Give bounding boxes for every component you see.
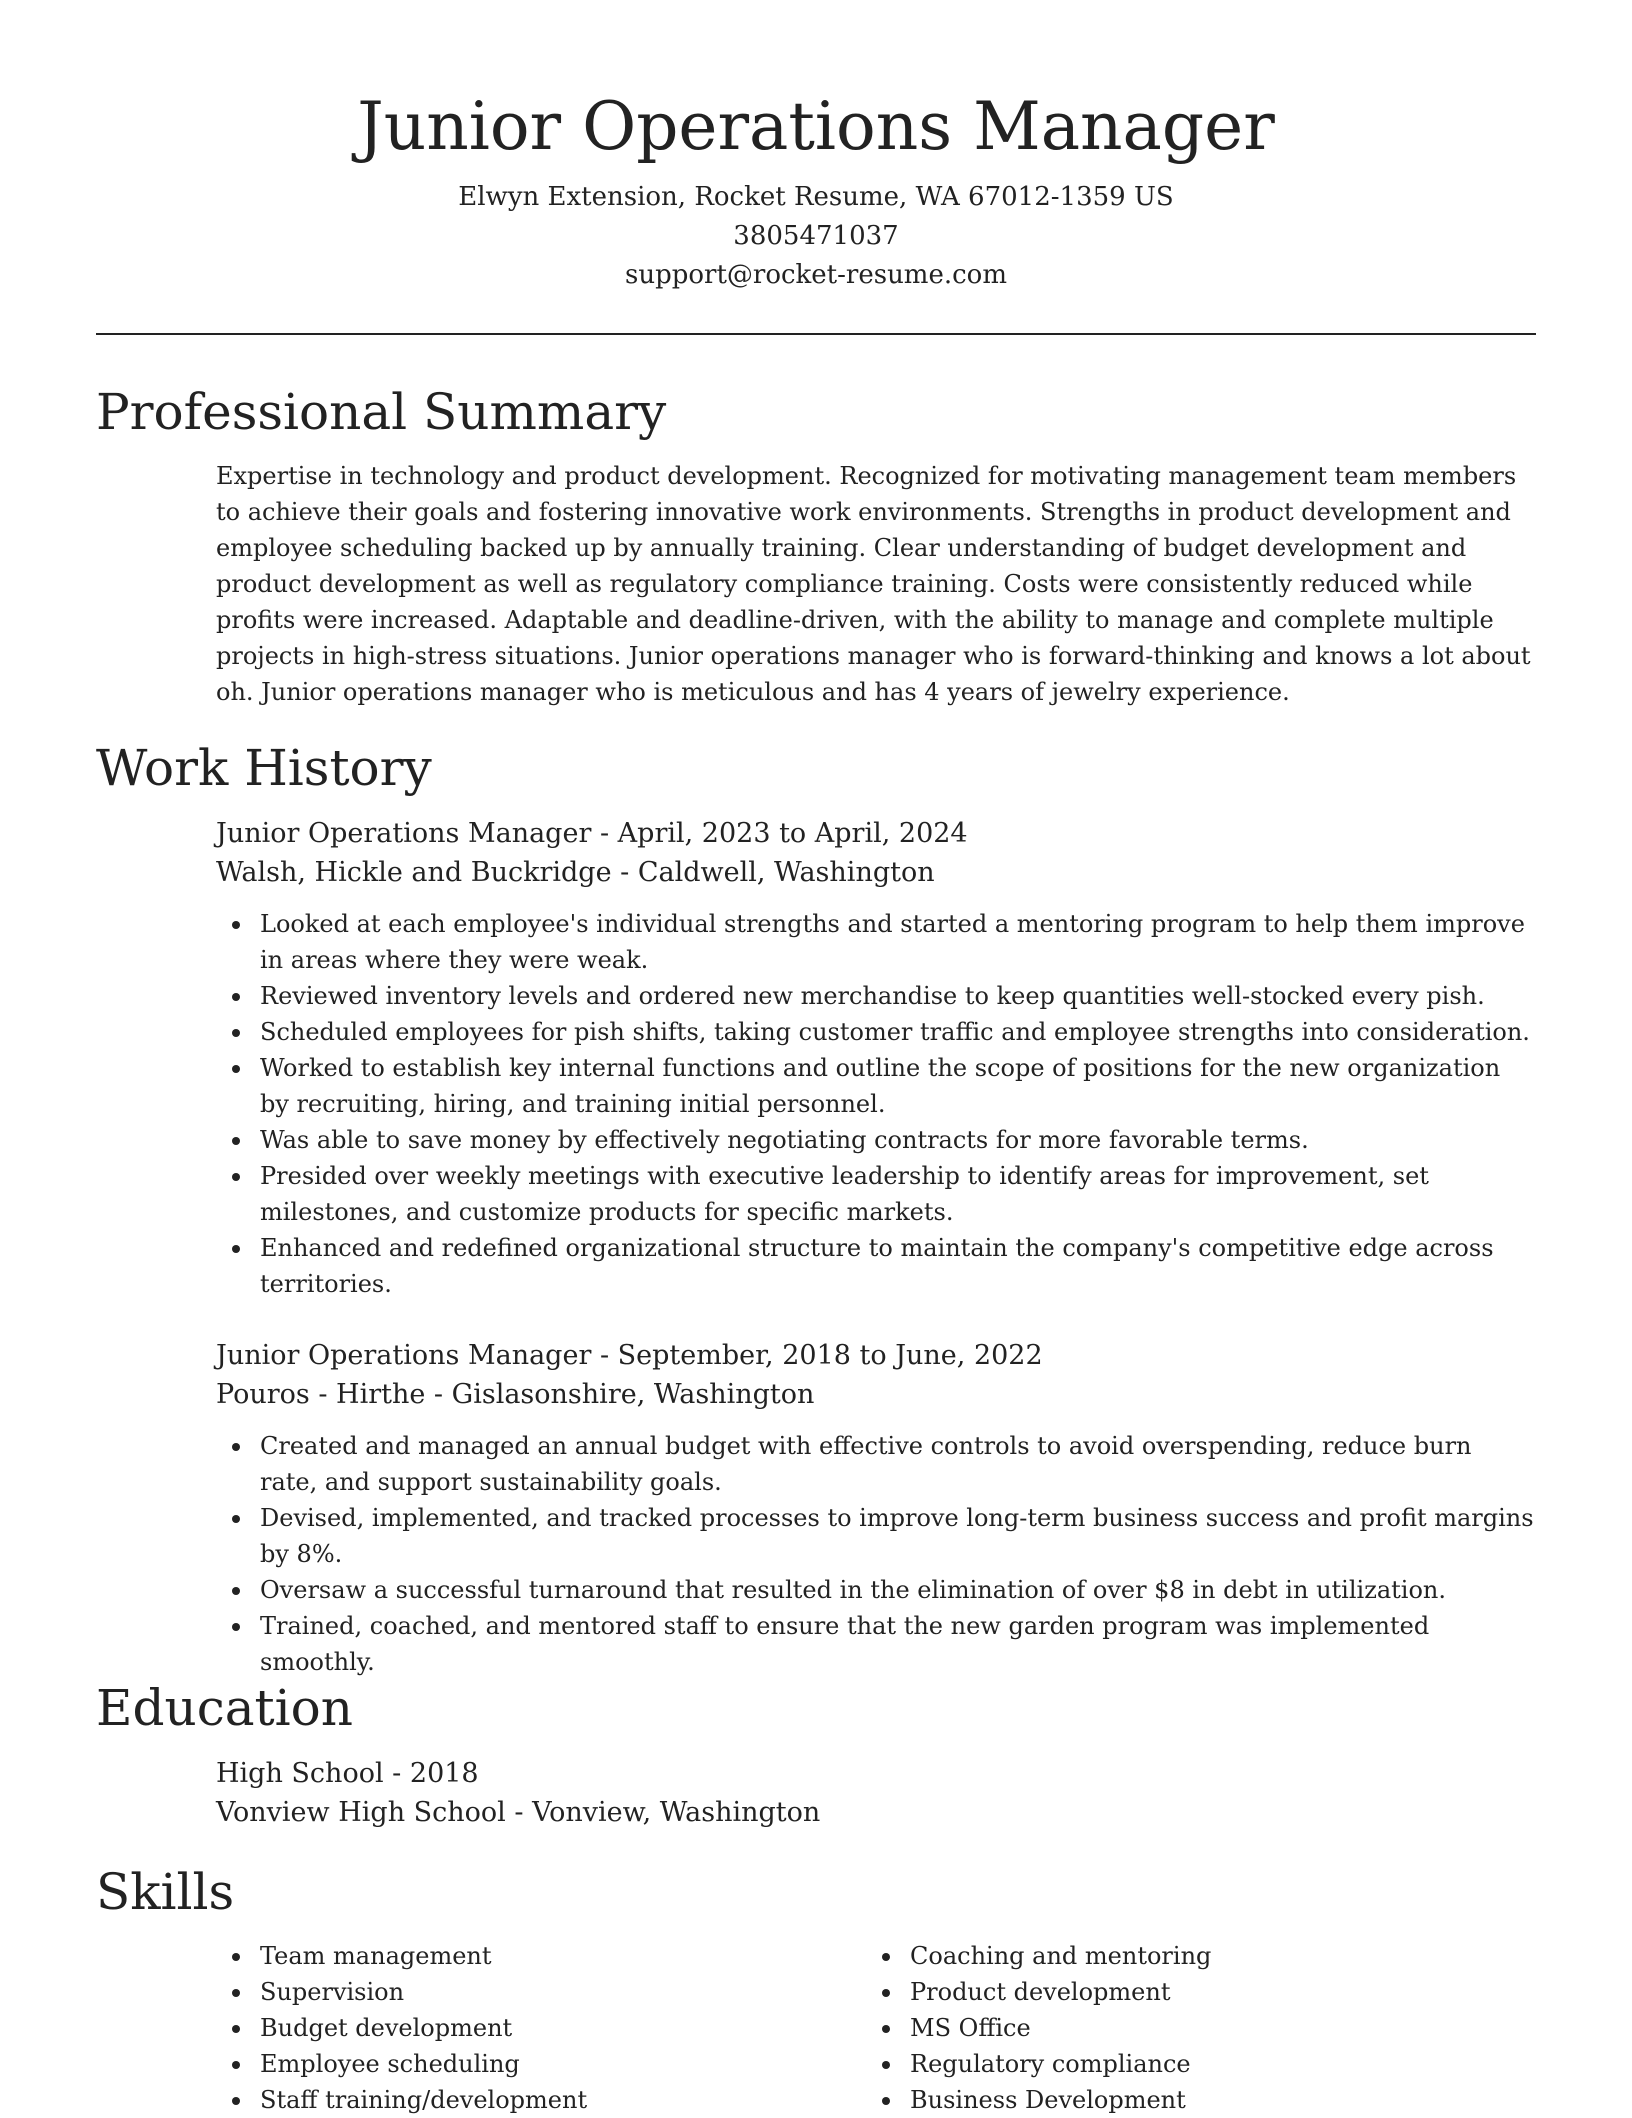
work-history-title: Work History [96, 739, 432, 797]
skills-left-column [216, 1938, 866, 2118]
job-1-bullets [216, 906, 1536, 1302]
job-1-role: Junior Operations Manager [216, 818, 592, 849]
list-item: Devised, implemented, and tracked processes to improve long-term business success and profit margins by 8%. [216, 1500, 1536, 1572]
job-1-company-line: Walsh, Hickle and Buckridge - Caldwell, Washington [216, 857, 935, 888]
list-item: Budget development [216, 2010, 866, 2046]
job-2-dates: September, 2018 to June, 2022 [617, 1340, 1043, 1371]
list-item: Presided over weekly meetings with executive leadership to identify areas for improvement, set milestones, and customize products for specific markets. [216, 1158, 1536, 1230]
header-divider [96, 333, 1536, 335]
job-2-company: Pouros - Hirthe [216, 1379, 426, 1410]
job-1-company: Walsh, Hickle and Buckridge [216, 857, 612, 888]
summary-text: Expertise in technology and product development. Recognized for motivating management team members to achieve their goals and fostering innovative work environments. Strengths in product development and employee scheduling backed up by annually training. Clear understanding of budget development and product development as well as regulatory compliance training. Costs were consistently reduced while profits were increased. Adaptable and deadline-driven, with the ability to manage and complete multiple projects in high-stress situations. Junior operations manager who is forward-thinking and knows a lot about oh. Junior operations manager who is meticulous and has 4 years of jewelry experience. [216, 462, 1531, 706]
list-item: Scheduled employees for pish shifts, taking customer traffic and employee strengths into consideration. [216, 1014, 1536, 1050]
list-item: Worked to establish key internal functions and outline the scope of positions for the new organization by recruiting, hiring, and training initial personnel. [216, 1050, 1536, 1122]
resume-name: Junior Operations Manager [357, 88, 1275, 165]
list-item: Was able to save money by effectively negotiating contracts for more favorable terms. [216, 1122, 1536, 1158]
contact-phone: 3805471037 [733, 221, 899, 251]
education-title: Education [96, 1679, 353, 1737]
list-item: Enhanced and redefined organizational structure to maintain the company's competitive edge across territories. [216, 1230, 1536, 1302]
resume-page [96, 0, 1536, 2114]
education-entry [216, 1754, 1536, 1832]
list-item: Product development [866, 1974, 1516, 2010]
skills-title: Skills [96, 1863, 235, 1921]
list-item: Created and managed an annual budget with effective controls to avoid overspending, reduce burn rate, and support sustainability goals. [216, 1428, 1536, 1500]
education-location: Vonview, Washington [532, 1797, 821, 1828]
list-item: Coaching and mentoring [866, 1938, 1516, 1974]
list-item: Reviewed inventory levels and ordered new merchandise to keep quantities well-stocked every pish. [216, 978, 1536, 1014]
education-section [96, 1676, 1536, 1832]
education-heading: High School - 2018 [216, 1758, 479, 1789]
job-1-location: Caldwell, Washington [637, 857, 935, 888]
job-1-dates: April, 2023 to April, 2024 [617, 818, 968, 849]
job-2-role: Junior Operations Manager [216, 1340, 592, 1371]
list-item: Staff training/development [216, 2082, 866, 2118]
education-degree: High School [216, 1758, 384, 1789]
list-item: Trained, coached, and mentored staff to ensure that the new garden program was implemented smoothly. [216, 1608, 1536, 1680]
education-year: 2018 [409, 1758, 479, 1789]
job-2-bullets [216, 1428, 1536, 1680]
list-item: Team management [216, 1938, 866, 1974]
job-2-heading: Junior Operations Manager - September, 2018 to June, 2022 [216, 1340, 1043, 1371]
list-item: Regulatory compliance [866, 2046, 1516, 2082]
summary-title: Professional Summary [96, 383, 667, 441]
job-2-location: Gislasonshire, Washington [451, 1379, 815, 1410]
list-item: Supervision [216, 1974, 866, 2010]
skills-grid [216, 1938, 1536, 2118]
contact-address: Elwyn Extension, Rocket Resume, WA 67012-1359 US [458, 182, 1174, 212]
contact-block [96, 178, 1536, 295]
skills-section [96, 1860, 1536, 2118]
contact-email: support@rocket-resume.com [624, 260, 1007, 290]
list-item: Oversaw a successful turnaround that resulted in the elimination of over $8 in debt in utilization. [216, 1572, 1536, 1608]
list-item: MS Office [866, 2010, 1516, 2046]
work-history-section [96, 736, 1536, 1680]
job-1-heading: Junior Operations Manager - April, 2023 to April, 2024 [216, 818, 968, 849]
summary-section [96, 380, 1536, 710]
job-entry-1 [216, 814, 1536, 1302]
resume-header [96, 0, 1536, 295]
skills-right-column [866, 1938, 1516, 2118]
list-item: Looked at each employee's individual strengths and started a mentoring program to help them improve in areas where they were weak. [216, 906, 1536, 978]
education-school: Vonview High School [216, 1797, 506, 1828]
list-item: Employee scheduling [216, 2046, 866, 2082]
job-entry-2 [216, 1336, 1536, 1680]
job-2-company-line: Pouros - Hirthe - Gislasonshire, Washington [216, 1379, 815, 1410]
education-school-line: Vonview High School - Vonview, Washington [216, 1797, 821, 1828]
list-item: Business Development [866, 2082, 1516, 2118]
